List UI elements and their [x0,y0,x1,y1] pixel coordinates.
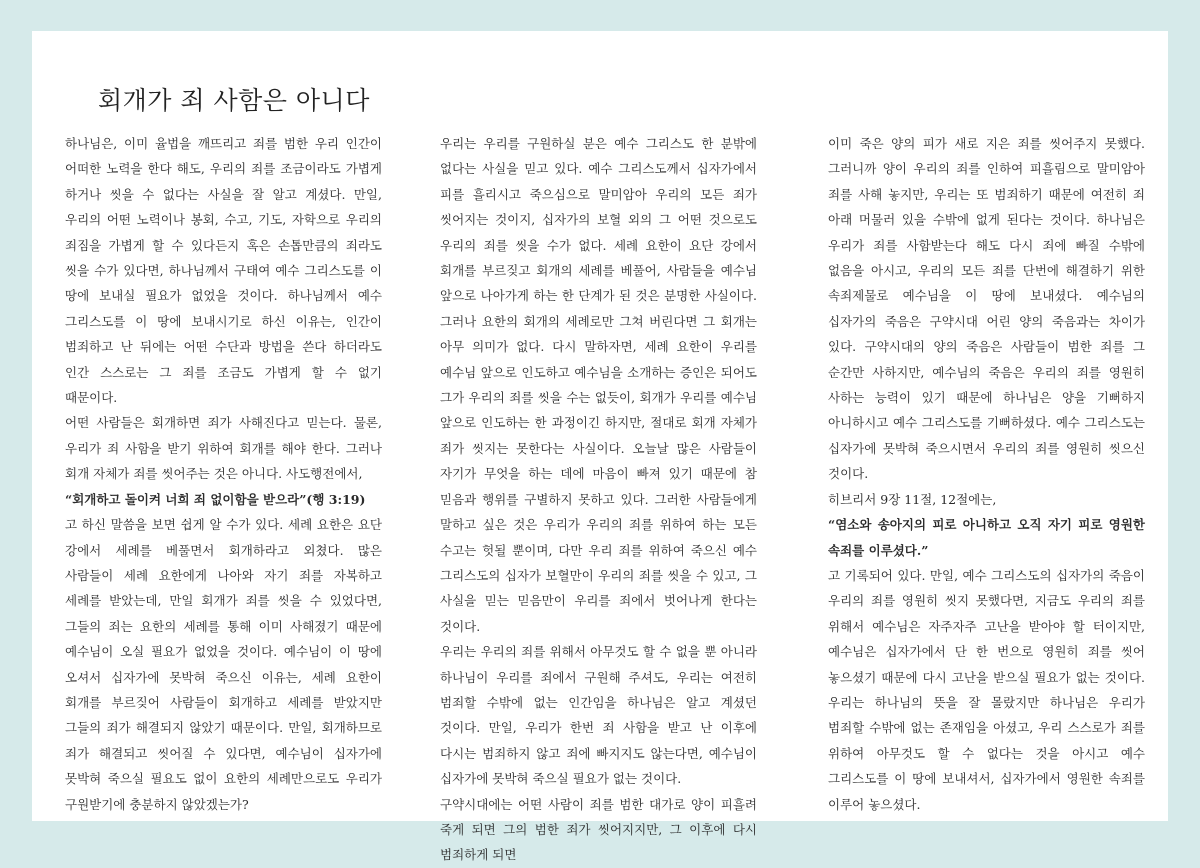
paragraph: 히브리서 9장 11절, 12절에는, [828,491,997,507]
scripture-quote: “회개하고 돌이켜 너희 죄 없이함을 받으라”(행 3:19) [65,491,366,507]
page-title: 회개가 죄 사함은 아니다 [98,86,370,115]
paragraph: 우리는 우리의 죄를 위해서 아무것도 할 수 없을 뿐 아니라 하나님이 우리를 죄에서 구원해 주셔도, 우리는 여전히 범죄할 수밖에 없는 인간임을 하나님은 알고 계셨던 것이다. 만일, 우리가 한번 죄 사함을 받고 난 이후에 다시는 범죄하지 않고 죄에 빠지지도 않는다면, 예수님이 십자가에 못박혀 죽으실 필요가 없는 것이다. [440,644,757,787]
text-column-1 [65,131,382,817]
paragraph: 하나님은, 이미 율법을 깨뜨리고 죄를 범한 우리 인간이 어떠한 노력을 한다 해도, 우리의 죄를 조금이라도 가볍게 하거나 씻을 수 없다는 사실을 잘 알고 계셨다. 만일, 우리의 어떤 노력이나 봉회, 수고, 기도, 자학으로 우리의 죄짐을 가볍게 할 수 있다든지 혹은 손톱만큼의 죄라도 씻을 수가 있다면, 하나님께서 구태여 예수 그리스도를 이 땅에 보내실 필요가 없었을 것이다. 하나님께서 예수 그리스도를 이 땅에 보내시기로 하신 이유는, 인간이 범죄하고 난 뒤에는 어떤 수단과 방법을 쓴다 하더라도 인간 스스로는 그 죄를 조금도 가볍게 할 수 없기 때문이다. [65,136,382,406]
paragraph: 이미 죽은 양의 피가 새로 지은 죄를 씻어주지 못했다. 그러니까 양이 우리의 죄를 인하여 피흘림으로 말미암아 죄를 사해 놓지만, 우리는 또 범죄하기 때문에 여전히 죄 아래 머물러 있을 수밖에 없게 된다는 것이다. 하나님은 우리가 죄를 사함받는다 해도 다시 죄에 빠질 수밖에 없음을 아시고, 우리의 모든 죄를 단번에 해결하기 위한 속죄제물로 예수님을 이 땅에 보내셨다. 예수님의 십자가의 죽음은 구약시대 어린 양의 죽음과는 차이가 있다. 구약시대의 양의 죽음은 사람들이 범한 죄를 그 순간만 사하지만, 예수님의 죽음은 우리의 죄를 영원히 사하는 능력이 있기 때문에 하나님은 양을 기뻐하지 아니하시고 예수 그리스도를 기뻐하셨다. 예수 그리스도는 십자가에 못박혀 죽으시면서 우리의 죄를 영원히 씻으신 것이다. [828,136,1145,482]
paragraph: 우리는 우리를 구원하실 분은 예수 그리스도 한 분밖에 없다는 사실을 믿고 있다. 예수 그리스도께서 십자가에서 피를 흘리시고 죽으심으로 말미암아 우리의 모든 죄가 씻어지는 것이지, 십자가의 보혈 외의 그 어떤 것으로도 우리의 죄를 씻을 수가 없다. 세례 요한이 요단 강에서 회개를 부르짖고 회개의 세례를 베풀어, 사람들을 예수님 앞으로 나아가게 하는 한 단계가 된 것은 분명한 사실이다. 그러나 요한의 회개의 세례로만 그쳐 버린다면 그 회개는 아무 의미가 없다. 다시 말하자면, 세례 요한이 우리를 예수님 앞으로 인도하고 예수님을 소개하는 증인은 되어도 그가 우리의 죄를 씻을 수는 없듯이, 회개가 우리를 예수님 앞으로 인도하는 한 과정이긴 하지만, 절대로 회개 자체가 죄가 씻지는 못한다는 사실이다. 오늘날 많은 사람들이 자기가 무엇을 하는 데에 마음이 빠져 있기 때문에 참 믿음과 행위를 구별하지 못하고 있다. 그러한 사람들에게 말하고 싶은 것은 우리가 우리의 죄를 위하여 하는 모든 수고는 헛될 뿐이며, 다만 우리 죄를 위하여 죽으신 예수 그리스도의 십자가 보혈만이 우리의 죄를 씻을 수 있고, 그 사실을 믿는 믿음만이 우리를 죄에서 벗어나게 한다는 것이다. [440,136,757,634]
paragraph: 고 하신 말씀을 보면 쉽게 알 수가 있다. 세례 요한은 요단 강에서 세례를 베풀면서 회개하라고 외쳤다. 많은 사람들이 세례 요한에게 나아와 자기 죄를 자복하고 세례를 받았는데, 만일 회개가 죄를 씻을 수 있었다면, 그들의 죄는 요한의 세례를 통해 이미 사해졌기 때문에 예수님이 오실 필요가 없었을 것이다. 예수님이 이 땅에 오셔서 십자가에 못박혀 죽으신 이유는, 세례 요한이 회개를 부르짖어 사람들이 회개하고 세례를 받았지만 그들의 죄가 해결되지 않았기 때문이다. 만일, 회개하므로 죄가 해결되고 씻어질 수 있다면, 예수님이 십자가에 못박혀 죽으실 필요도 없이 요한의 세례만으로도 우리가 구원받기에 충분하지 않았겠는가? [65,517,382,812]
paragraph: 구약시대에는 어떤 사람이 죄를 범한 대가로 양이 피흘려 죽게 되면 그의 범한 죄가 씻어지지만, 그 이후에 다시 범죄하게 되면 [440,796,757,863]
scripture-quote: “염소와 송아지의 피로 아니하고 오직 자기 피로 영원한 속죄를 이루셨다.” [828,517,1145,558]
document-page [32,31,1168,863]
paragraph: 고 기록되어 있다. 만일, 예수 그리스도의 십자가의 죽음이 우리의 죄를 영원히 씻지 못했다면, 지금도 우리의 죄를 위해서 예수님은 자주자주 고난을 받아야 할 터이지만, 예수님은 십자가에서 단 한 번으로 영원히 죄를 씻어 놓으셨기 때문에 다시 고난을 받으실 필요가 없는 것이다. 우리는 하나님의 뜻을 잘 몰랐지만 하나님은 우리가 범죄할 수밖에 없는 존재임을 아셨고, 우리 스스로가 죄를 위하여 아무것도 할 수 없다는 것을 아시고 예수 그리스도를 이 땅에 보내셔서, 십자가에서 영원한 속죄를 이루어 놓으셨다. [828,567,1145,812]
text-column-2 [440,131,757,868]
text-column-3 [828,131,1145,817]
paragraph: 어떤 사람들은 회개하면 죄가 사해진다고 믿는다. 물론, 우리가 죄 사함을 받기 위하여 회개를 해야 한다. 그러나 회개 자체가 죄를 씻어주는 것은 아니다. 사도행전에서, [65,415,382,482]
